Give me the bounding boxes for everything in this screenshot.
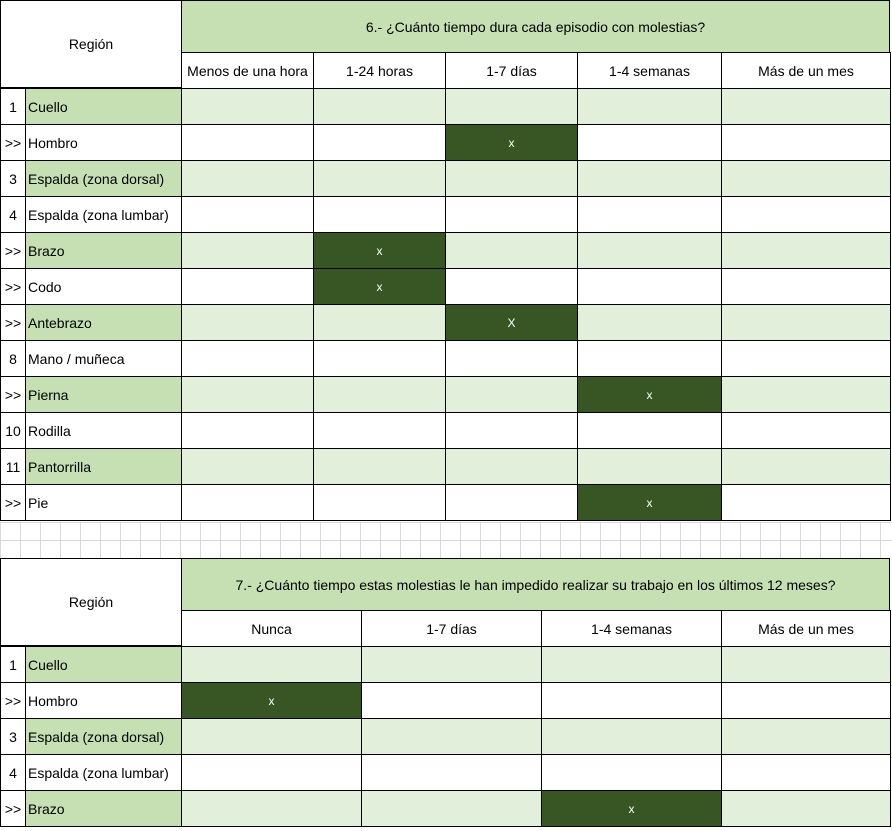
answer-cell[interactable] <box>445 484 578 521</box>
row-label: Antebrazo <box>25 304 182 341</box>
row-number: >> <box>0 124 26 161</box>
answer-cell[interactable] <box>541 682 722 719</box>
answer-cell[interactable] <box>577 268 722 305</box>
question-header: 7.- ¿Cuánto tiempo estas molestias le han impedido realizar su trabajo en los últimos 12 meses? <box>181 558 890 611</box>
answer-cell[interactable] <box>313 88 446 125</box>
row-number: >> <box>0 790 26 827</box>
answer-cell[interactable] <box>577 232 722 269</box>
column-header: 1-7 días <box>445 52 578 89</box>
answer-cell[interactable] <box>361 718 542 755</box>
answer-cell[interactable] <box>721 646 891 683</box>
row-number: >> <box>0 304 26 341</box>
row-label: Hombro <box>25 124 182 161</box>
answer-cell[interactable] <box>181 340 314 377</box>
region-header: Región <box>0 0 182 88</box>
row-number: >> <box>0 484 26 521</box>
answer-cell[interactable] <box>181 160 314 197</box>
row-number: >> <box>0 376 26 413</box>
answer-cell[interactable] <box>361 682 542 719</box>
answer-cell[interactable] <box>577 304 722 341</box>
answer-cell[interactable] <box>721 196 891 233</box>
row-label: Hombro <box>25 682 182 719</box>
answer-cell[interactable] <box>721 160 891 197</box>
answer-cell[interactable] <box>721 682 891 719</box>
row-label: Brazo <box>25 232 182 269</box>
answer-cell[interactable] <box>721 376 891 413</box>
column-header: Nunca <box>181 610 362 647</box>
answer-cell[interactable] <box>445 412 578 449</box>
answer-cell[interactable] <box>721 88 891 125</box>
answer-cell[interactable] <box>181 88 314 125</box>
answer-cell[interactable] <box>181 448 314 485</box>
answer-cell[interactable] <box>445 376 578 413</box>
row-label: Rodilla <box>25 412 182 449</box>
answer-cell[interactable]: x <box>313 232 446 269</box>
row-label: Cuello <box>25 646 182 683</box>
row-number: 1 <box>0 646 26 683</box>
column-header: 1-4 semanas <box>577 52 722 89</box>
answer-cell[interactable]: x <box>541 790 722 827</box>
answer-cell[interactable] <box>721 124 891 161</box>
answer-cell[interactable] <box>361 790 542 827</box>
answer-cell[interactable] <box>721 232 891 269</box>
row-label: Pantorrilla <box>25 448 182 485</box>
row-label: Mano / muñeca <box>25 340 182 377</box>
answer-cell[interactable] <box>181 304 314 341</box>
column-header: Más de un mes <box>721 52 891 89</box>
row-label: Brazo <box>25 790 182 827</box>
answer-cell[interactable] <box>445 448 578 485</box>
answer-cell[interactable]: x <box>445 124 578 161</box>
answer-cell[interactable] <box>313 160 446 197</box>
answer-cell[interactable] <box>181 646 362 683</box>
answer-cell[interactable] <box>445 340 578 377</box>
answer-cell[interactable] <box>577 196 722 233</box>
answer-cell[interactable] <box>541 718 722 755</box>
answer-cell[interactable]: x <box>313 268 446 305</box>
answer-cell[interactable] <box>181 484 314 521</box>
answer-cell[interactable] <box>181 790 362 827</box>
answer-cell[interactable] <box>577 88 722 125</box>
question-header: 6.- ¿Cuánto tiempo dura cada episodio con molestias? <box>181 0 890 53</box>
answer-cell[interactable] <box>181 196 314 233</box>
row-label: Pie <box>25 484 182 521</box>
answer-cell[interactable] <box>313 376 446 413</box>
answer-cell[interactable]: x <box>577 484 722 521</box>
answer-cell[interactable] <box>181 412 314 449</box>
answer-cell[interactable] <box>721 340 891 377</box>
row-number: >> <box>0 682 26 719</box>
answer-cell[interactable] <box>721 268 891 305</box>
column-header: Menos de una hora <box>181 52 314 89</box>
answer-cell[interactable] <box>445 232 578 269</box>
answer-cell[interactable] <box>445 160 578 197</box>
answer-cell[interactable] <box>721 412 891 449</box>
answer-cell[interactable] <box>361 646 542 683</box>
answer-cell[interactable] <box>313 124 446 161</box>
row-label: Espalda (zona lumbar) <box>25 754 182 791</box>
row-number: 8 <box>0 340 26 377</box>
answer-cell[interactable] <box>721 484 891 521</box>
row-label: Espalda (zona dorsal) <box>25 160 182 197</box>
answer-cell[interactable] <box>577 340 722 377</box>
row-number: 11 <box>0 448 26 485</box>
answer-cell[interactable] <box>445 88 578 125</box>
answer-cell[interactable] <box>577 412 722 449</box>
answer-cell[interactable] <box>721 448 891 485</box>
answer-cell[interactable]: X <box>445 304 578 341</box>
answer-cell[interactable] <box>721 718 891 755</box>
answer-cell[interactable] <box>313 484 446 521</box>
region-header: Región <box>0 558 182 646</box>
answer-cell[interactable]: x <box>577 376 722 413</box>
row-number: 3 <box>0 718 26 755</box>
column-header: 1-7 días <box>361 610 542 647</box>
answer-cell[interactable] <box>577 160 722 197</box>
row-label: Codo <box>25 268 182 305</box>
column-header: 1-4 semanas <box>541 610 722 647</box>
answer-cell[interactable] <box>181 754 362 791</box>
answer-cell[interactable] <box>361 754 542 791</box>
row-label: Espalda (zona dorsal) <box>25 718 182 755</box>
answer-cell[interactable] <box>313 448 446 485</box>
answer-cell[interactable] <box>721 790 891 827</box>
answer-cell[interactable] <box>445 268 578 305</box>
column-header: 1-24 horas <box>313 52 446 89</box>
answer-cell[interactable] <box>721 754 891 791</box>
answer-cell[interactable] <box>541 754 722 791</box>
answer-cell[interactable] <box>577 448 722 485</box>
row-number: >> <box>0 232 26 269</box>
answer-cell[interactable] <box>181 718 362 755</box>
answer-cell[interactable] <box>313 196 446 233</box>
row-number: 1 <box>0 88 26 125</box>
answer-cell[interactable] <box>577 124 722 161</box>
row-number: >> <box>0 268 26 305</box>
row-number: 10 <box>0 412 26 449</box>
row-number: 3 <box>0 160 26 197</box>
answer-cell[interactable] <box>721 304 891 341</box>
answer-cell[interactable] <box>313 412 446 449</box>
answer-cell[interactable] <box>541 646 722 683</box>
row-label: Pierna <box>25 376 182 413</box>
answer-cell[interactable] <box>181 124 314 161</box>
answer-cell[interactable] <box>181 268 314 305</box>
answer-cell[interactable] <box>181 376 314 413</box>
row-label: Cuello <box>25 88 182 125</box>
row-label: Espalda (zona lumbar) <box>25 196 182 233</box>
answer-cell[interactable]: x <box>181 682 362 719</box>
row-number: 4 <box>0 196 26 233</box>
answer-cell[interactable] <box>445 196 578 233</box>
answer-cell[interactable] <box>313 340 446 377</box>
row-number: 4 <box>0 754 26 791</box>
answer-cell[interactable] <box>181 232 314 269</box>
spreadsheet-gridlines <box>0 522 892 558</box>
column-header: Más de un mes <box>721 610 891 647</box>
answer-cell[interactable] <box>313 304 446 341</box>
